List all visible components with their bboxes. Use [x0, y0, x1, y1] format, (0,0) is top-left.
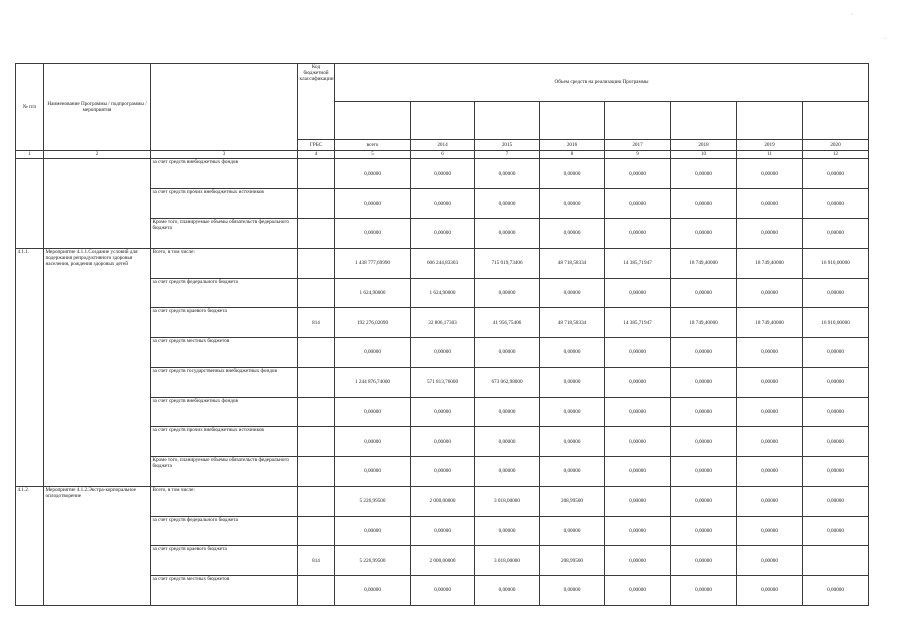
- amount-cell: 1 624,90000: [335, 278, 411, 308]
- budget-table: [15, 63, 869, 606]
- amount-cell: 0,00000: [540, 576, 605, 606]
- amount-cell: [803, 546, 869, 576]
- table-row: [16, 486, 869, 516]
- amount-cell: 0,00000: [411, 189, 475, 219]
- amount-cell: 0,00000: [737, 427, 803, 457]
- amount-cell: 18 749,40000: [737, 308, 803, 338]
- amount-cell: 0,00000: [540, 397, 605, 427]
- amount-cell: 0,00000: [737, 338, 803, 368]
- amount-cell: 0,00000: [540, 516, 605, 546]
- funding-source: за счет средств внебюджетных фондов: [151, 397, 298, 427]
- amount-cell: 2 000,00000: [411, 546, 475, 576]
- amount-cell: 0,00000: [411, 427, 475, 457]
- grbs-code: [298, 427, 335, 457]
- column-number: 6: [411, 150, 475, 159]
- amount-cell: 3 018,00000: [475, 546, 540, 576]
- funding-source: за счет средств федерального бюджета: [151, 278, 298, 308]
- amount-cell: 673 062,98000: [475, 367, 540, 397]
- amount-cell: 0,00000: [540, 278, 605, 308]
- amount-cell: 0,00000: [335, 457, 411, 487]
- amount-cell: 0,00000: [737, 457, 803, 487]
- grbs-code: [298, 189, 335, 219]
- column-number: 11: [737, 150, 803, 159]
- amount-cell: 0,00000: [411, 516, 475, 546]
- amount-cell: 0,00000: [737, 278, 803, 308]
- amount-cell: 14 385,71947: [605, 248, 671, 278]
- amount-cell: 0,00000: [605, 516, 671, 546]
- amount-cell: 0,00000: [605, 457, 671, 487]
- header-sub-col: 2018: [671, 140, 737, 151]
- header-spacer: [671, 102, 737, 140]
- amount-cell: 0,00000: [540, 338, 605, 368]
- amount-cell: 0,00000: [803, 486, 869, 516]
- amount-cell: 0,00000: [605, 367, 671, 397]
- grbs-code: [298, 248, 335, 278]
- grbs-code: [298, 159, 335, 189]
- column-number: 8: [540, 150, 605, 159]
- scan-speck: ·: [851, 12, 853, 18]
- grbs-code: [298, 397, 335, 427]
- amount-cell: 41 956,75406: [475, 308, 540, 338]
- measure-index: [16, 159, 44, 248]
- amount-cell: 0,00000: [671, 397, 737, 427]
- amount-cell: 0,00000: [671, 159, 737, 189]
- grbs-code: [298, 338, 335, 368]
- header-spacer: [737, 102, 803, 140]
- amount-cell: 5 226,99500: [335, 546, 411, 576]
- amount-cell: 0,00000: [803, 159, 869, 189]
- column-number: 1: [16, 150, 44, 159]
- amount-cell: 0,00000: [475, 189, 540, 219]
- funding-source: Кроме того, планируемые объемы обязательств федерального бюджета: [151, 218, 298, 248]
- amount-cell: 0,00000: [411, 338, 475, 368]
- header-sub-col: 2017: [605, 140, 671, 151]
- header-sub-col: 2016: [540, 140, 605, 151]
- amount-cell: 0,00000: [803, 278, 869, 308]
- amount-cell: 0,00000: [335, 218, 411, 248]
- amount-cell: 0,00000: [540, 189, 605, 219]
- amount-cell: 0,00000: [671, 338, 737, 368]
- amount-cell: 0,00000: [605, 278, 671, 308]
- amount-cell: 0,00000: [803, 218, 869, 248]
- amount-cell: 0,00000: [475, 457, 540, 487]
- amount-cell: 208,99500: [540, 486, 605, 516]
- funding-source: Кроме того, планируемые объемы обязательств федерального бюджета: [151, 457, 298, 487]
- amount-cell: 0,00000: [475, 338, 540, 368]
- amount-cell: 0,00000: [605, 338, 671, 368]
- amount-cell: 0,00000: [671, 278, 737, 308]
- funding-source: за счет средств местных бюджетов: [151, 576, 298, 606]
- header-col-empty: [151, 64, 298, 151]
- amount-cell: 0,00000: [803, 189, 869, 219]
- grbs-code: [298, 218, 335, 248]
- amount-cell: 0,00000: [671, 486, 737, 516]
- header-spacer: [803, 102, 869, 140]
- amount-cell: 0,00000: [671, 576, 737, 606]
- amount-cell: 0,00000: [335, 397, 411, 427]
- amount-cell: 1 624,90000: [411, 278, 475, 308]
- amount-cell: 0,00000: [671, 516, 737, 546]
- header-col-code: Код бюджетной классификации: [298, 64, 335, 140]
- funding-source: за счет средств федерального бюджета: [151, 516, 298, 546]
- amount-cell: 0,00000: [737, 486, 803, 516]
- amount-cell: 0,00000: [411, 576, 475, 606]
- header-col-volume: Объем средств на реализацию Программы: [335, 64, 869, 102]
- grbs-code: [298, 486, 335, 516]
- amount-cell: 0,00000: [671, 218, 737, 248]
- amount-cell: 16 910,00000: [803, 248, 869, 278]
- measure-name: [44, 159, 151, 248]
- grbs-code: [298, 576, 335, 606]
- amount-cell: 0,00000: [475, 576, 540, 606]
- amount-cell: 0,00000: [803, 457, 869, 487]
- amount-cell: 0,00000: [605, 546, 671, 576]
- amount-cell: 208,99500: [540, 546, 605, 576]
- header-col-name: Наименование Программы / подпрограммы / мероприятия: [44, 64, 151, 151]
- amount-cell: 0,00000: [475, 397, 540, 427]
- amount-cell: 0,00000: [803, 338, 869, 368]
- amount-cell: 0,00000: [605, 189, 671, 219]
- amount-cell: 0,00000: [803, 427, 869, 457]
- funding-source: Всего, в том числе:: [151, 248, 298, 278]
- amount-cell: 0,00000: [671, 427, 737, 457]
- amount-cell: 0,00000: [335, 516, 411, 546]
- amount-cell: 0,00000: [475, 427, 540, 457]
- amount-cell: 0,00000: [475, 159, 540, 189]
- amount-cell: 0,00000: [411, 218, 475, 248]
- column-number: 7: [475, 150, 540, 159]
- amount-cell: 0,00000: [540, 218, 605, 248]
- header-spacer: [475, 102, 540, 140]
- amount-cell: 0,00000: [671, 457, 737, 487]
- amount-cell: 0,00000: [737, 159, 803, 189]
- amount-cell: 0,00000: [605, 218, 671, 248]
- amount-cell: 0,00000: [737, 189, 803, 219]
- amount-cell: 0,00000: [411, 159, 475, 189]
- amount-cell: 18 749,40000: [671, 308, 737, 338]
- header-spacer: [605, 102, 671, 140]
- amount-cell: 0,00000: [475, 278, 540, 308]
- measure-name: Мероприятие 4.1.1.Создание условий для подержания репродуктивного здоровья населения, рождения здоровых детей: [44, 248, 151, 486]
- amount-cell: 0,00000: [605, 397, 671, 427]
- amount-cell: 0,00000: [671, 189, 737, 219]
- header-sub-col: 2019: [737, 140, 803, 151]
- funding-source: за счет средств прочих внебюджетных источников: [151, 189, 298, 219]
- funding-source: за счет средств краевого бюджета: [151, 546, 298, 576]
- funding-source: за счет средств внебюджетных фондов: [151, 159, 298, 189]
- amount-cell: 0,00000: [605, 427, 671, 457]
- funding-source: за счет средств прочих внебюджетных источников: [151, 427, 298, 457]
- amount-cell: 0,00000: [803, 367, 869, 397]
- amount-cell: 0,00000: [475, 218, 540, 248]
- amount-cell: 0,00000: [737, 516, 803, 546]
- header-col-no: № п/п: [16, 64, 44, 151]
- grbs-code: 814: [298, 546, 335, 576]
- grbs-code: [298, 516, 335, 546]
- amount-cell: 0,00000: [737, 576, 803, 606]
- amount-cell: 571 813,76000: [411, 367, 475, 397]
- header-sub-col: 2015: [475, 140, 540, 151]
- amount-cell: 0,00000: [803, 576, 869, 606]
- header-grbs: ГРБС: [298, 140, 335, 151]
- amount-cell: 0,00000: [335, 338, 411, 368]
- amount-cell: 0,00000: [605, 486, 671, 516]
- column-number: 3: [151, 150, 298, 159]
- header-sub-col: всего: [335, 140, 411, 151]
- amount-cell: 5 226,99500: [335, 486, 411, 516]
- amount-cell: 715 019,73406: [475, 248, 540, 278]
- amount-cell: 0,00000: [540, 159, 605, 189]
- grbs-code: [298, 278, 335, 308]
- funding-source: Всего, в том числе:: [151, 486, 298, 516]
- amount-cell: 0,00000: [671, 546, 737, 576]
- amount-cell: 2 000,00000: [411, 486, 475, 516]
- amount-cell: 18 749,40000: [737, 248, 803, 278]
- amount-cell: 0,00000: [540, 367, 605, 397]
- measure-index: 4.1.1.: [16, 248, 44, 486]
- amount-cell: 0,00000: [540, 427, 605, 457]
- header-spacer: [335, 102, 411, 140]
- amount-cell: 0,00000: [411, 397, 475, 427]
- amount-cell: 0,00000: [540, 457, 605, 487]
- header-sub-col: 2020: [803, 140, 869, 151]
- amount-cell: 0,00000: [803, 516, 869, 546]
- amount-cell: 1 438 777,69990: [335, 248, 411, 278]
- amount-cell: 0,00000: [737, 218, 803, 248]
- header-spacer: [540, 102, 605, 140]
- column-number: 10: [671, 150, 737, 159]
- funding-source: за счет средств краевого бюджета: [151, 308, 298, 338]
- amount-cell: 0,00000: [737, 546, 803, 576]
- amount-cell: 48 718,58334: [540, 248, 605, 278]
- amount-cell: 0,00000: [605, 159, 671, 189]
- amount-cell: 192 276,02090: [335, 308, 411, 338]
- amount-cell: 0,00000: [803, 397, 869, 427]
- amount-cell: 48 718,58334: [540, 308, 605, 338]
- amount-cell: 18 749,40000: [671, 248, 737, 278]
- grbs-code: [298, 367, 335, 397]
- amount-cell: 0,00000: [335, 576, 411, 606]
- measure-name: Мероприятие 4.1.2.Экстра-корпоральное оплодотворение: [44, 486, 151, 605]
- table-row: [16, 248, 869, 278]
- header-sub-col: 2014: [411, 140, 475, 151]
- funding-source: за счет средств государственных внебюджетных фондов: [151, 367, 298, 397]
- amount-cell: 16 910,00000: [803, 308, 869, 338]
- header-spacer: [411, 102, 475, 140]
- column-number: 4: [298, 150, 335, 159]
- grbs-code: [298, 457, 335, 487]
- column-number: 5: [335, 150, 411, 159]
- amount-cell: 14 385,71947: [605, 308, 671, 338]
- amount-cell: 0,00000: [411, 457, 475, 487]
- amount-cell: 0,00000: [605, 576, 671, 606]
- amount-cell: 0,00000: [737, 397, 803, 427]
- amount-cell: 0,00000: [335, 159, 411, 189]
- grbs-code: 814: [298, 308, 335, 338]
- scan-speck: ·: [884, 36, 886, 42]
- column-number: 2: [44, 150, 151, 159]
- amount-cell: 0,00000: [671, 367, 737, 397]
- amount-cell: 0,00000: [335, 427, 411, 457]
- amount-cell: 0,00000: [475, 516, 540, 546]
- amount-cell: 3 018,00000: [475, 486, 540, 516]
- amount-cell: 0,00000: [737, 367, 803, 397]
- amount-cell: 1 244 876,74000: [335, 367, 411, 397]
- table-row: [16, 159, 869, 189]
- amount-cell: 606 244,83303: [411, 248, 475, 278]
- column-number: 9: [605, 150, 671, 159]
- amount-cell: 0,00000: [335, 189, 411, 219]
- measure-index: 4.1.2.: [16, 486, 44, 605]
- amount-cell: 32 806,17303: [411, 308, 475, 338]
- column-number: 12: [803, 150, 869, 159]
- funding-source: за счет средств местных бюджетов: [151, 338, 298, 368]
